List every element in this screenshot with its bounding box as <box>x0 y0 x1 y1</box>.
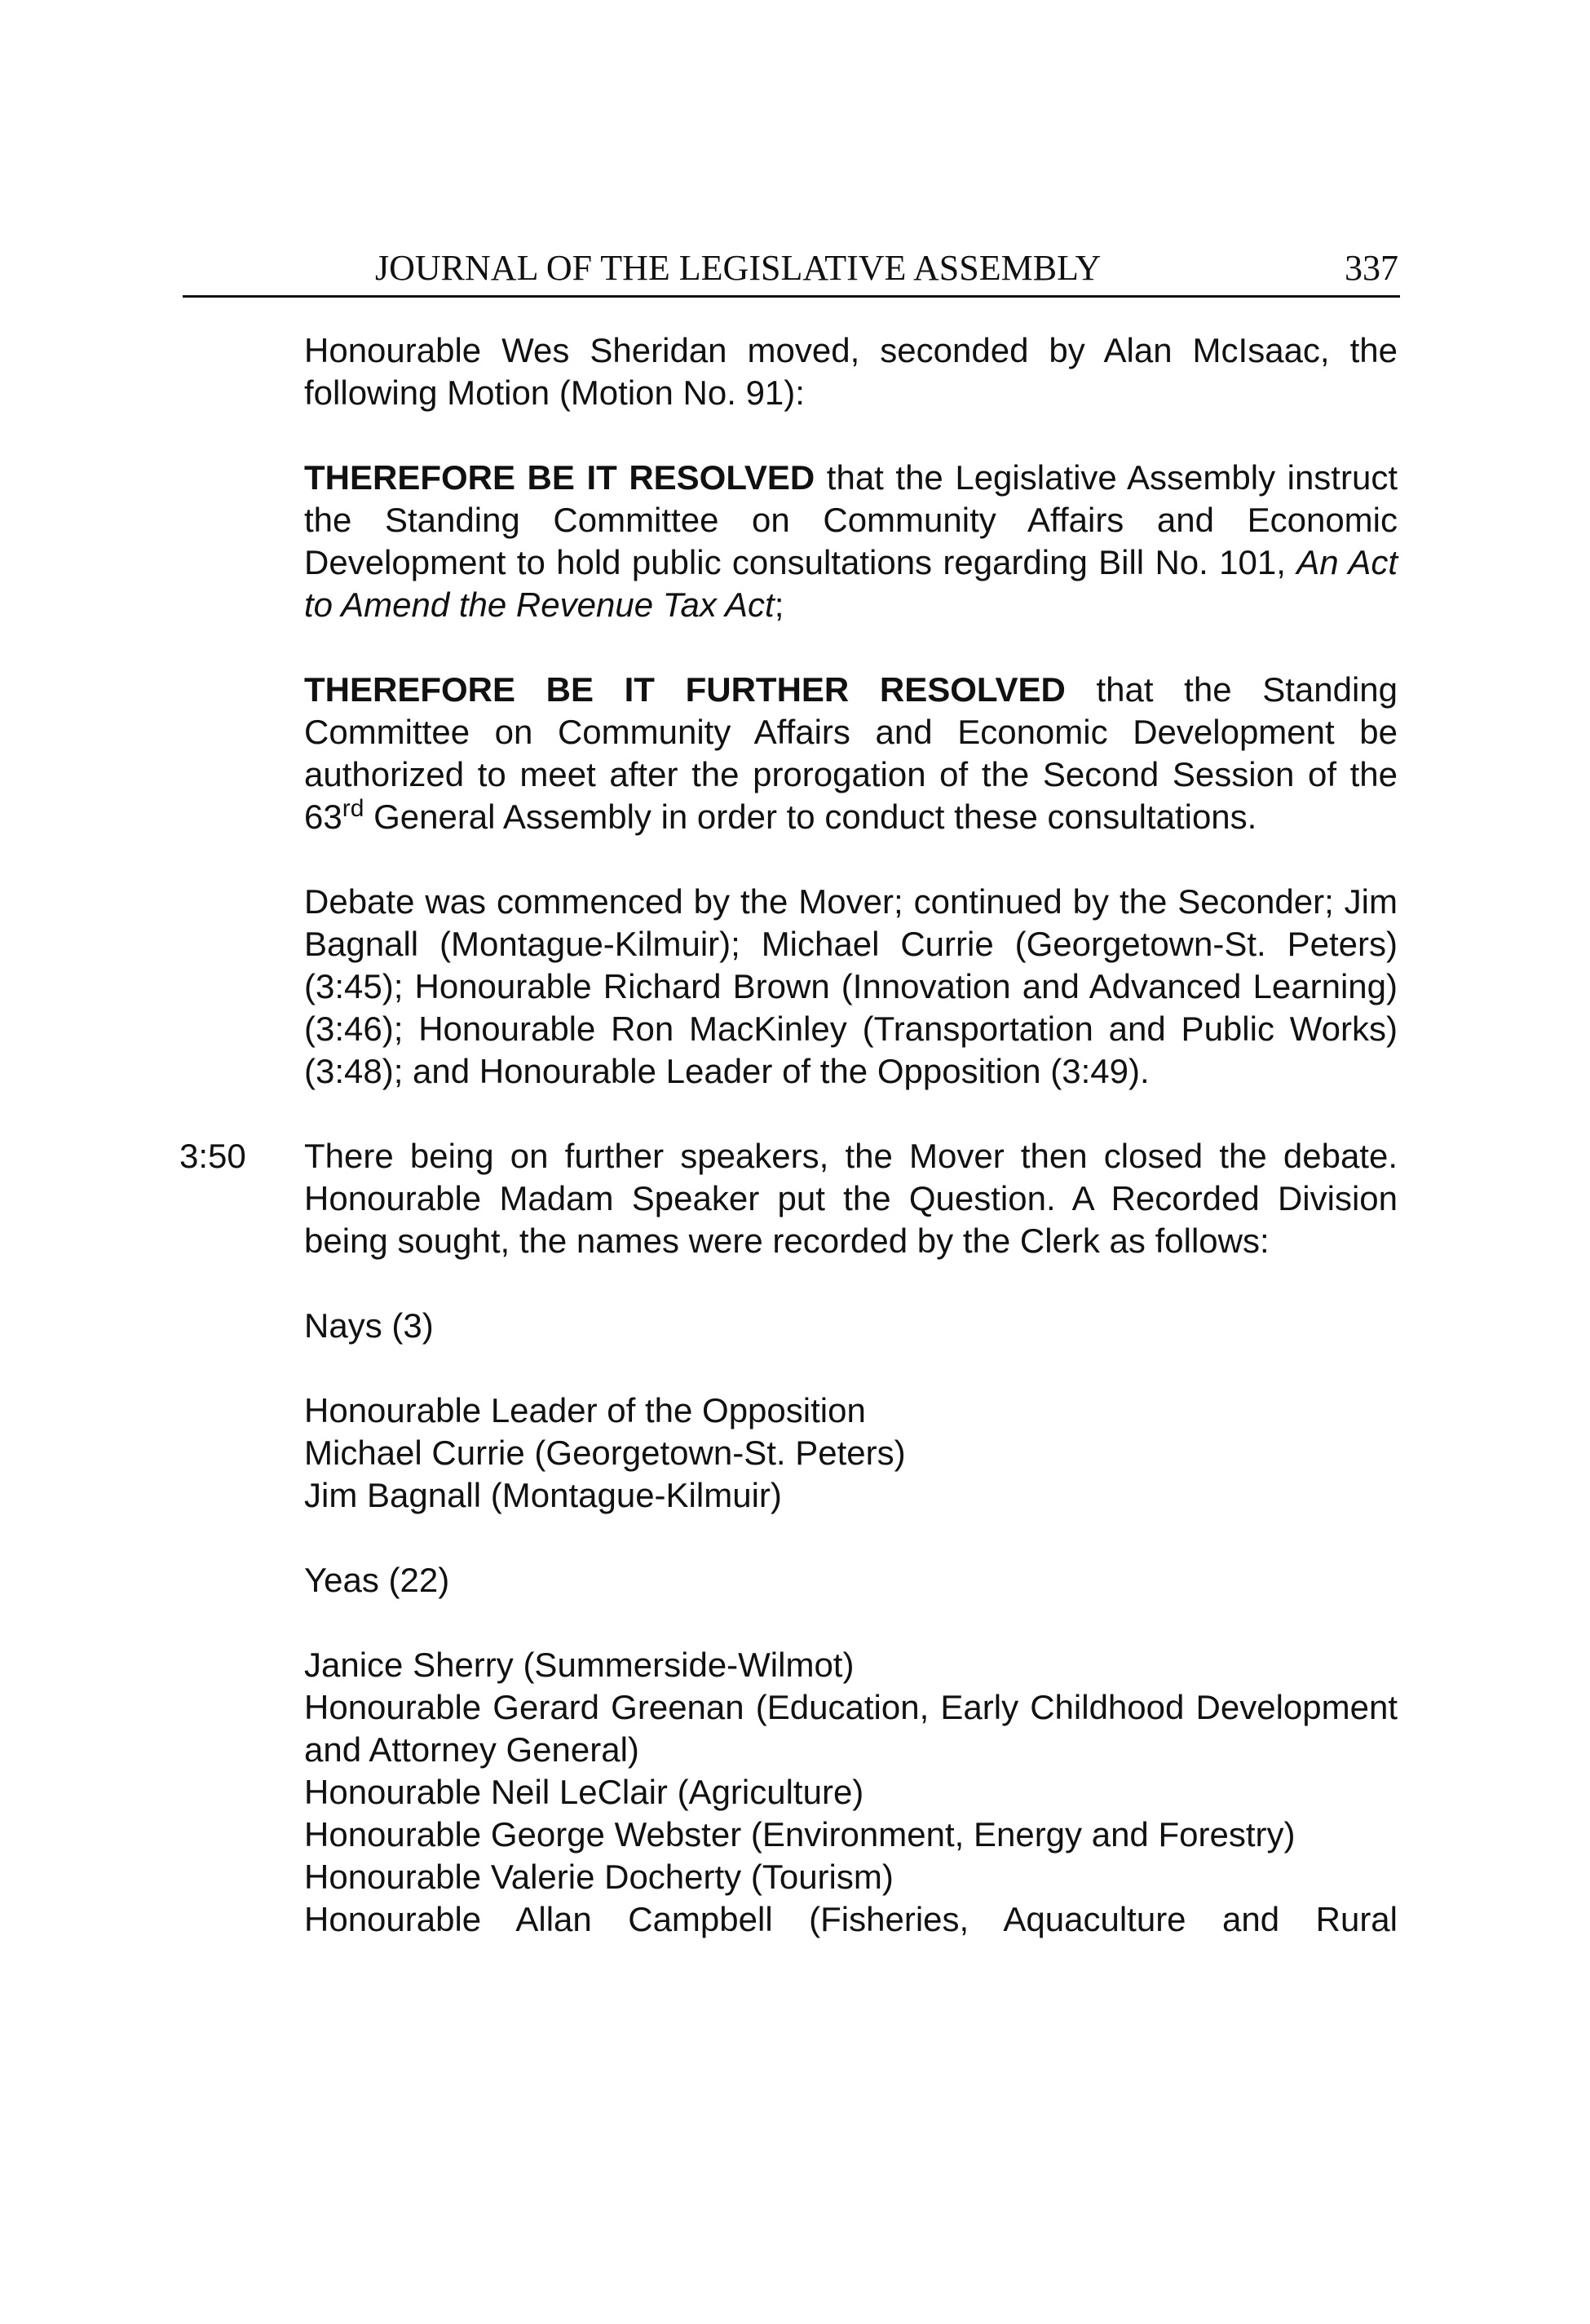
list-item: Janice Sherry (Summerside-Wilmot) <box>304 1646 855 1684</box>
resolved-lead-1: THEREFORE BE IT RESOLVED <box>304 458 815 497</box>
journal-title: JOURNAL OF THE LEGISLATIVE ASSEMBLY <box>375 248 1102 288</box>
resolved-text-1: that the Legislative Assembly instruct the Standing Committee on Community Affairs and Economic Development to hold public consultations regarding Bill No. 101, <box>304 458 1398 581</box>
resolved-end-2: General Assembly in order to conduct these consultations. <box>364 797 1257 836</box>
ordinal-suffix: rd <box>342 795 364 822</box>
resolved-text-2: that the Standing Committee on Community Affairs and Economic Development be authorized to meet after the prorogation of the Second Session of the 63 <box>304 670 1398 836</box>
nays-list <box>304 1390 1398 1517</box>
resolved-end-1: ; <box>774 585 784 624</box>
list-item: Honourable George Webster (Environment, Energy and Forestry) <box>304 1815 1296 1853</box>
division-text: There being on further speakers, the Mover then closed the debate. Honourable Madam Speaker put the Question. A Recorded Division being sought, the names were recorded by the Clerk as follows: <box>304 1137 1398 1260</box>
running-header <box>183 245 1400 298</box>
division-record <box>179 1135 1398 1262</box>
debate-record: Debate was commenced by the Mover; continued by the Seconder; Jim Bagnall (Montague-Kilmuir); Michael Currie (Georgetown-St. Peters) (3:45); Honourable Richard Brown (Innovation and Advanced Learning) (3:46); Honourable Ron MacKinley (Transportation and Public Works) (3:48); and Honourable Leader of the Opposition (3:49). <box>304 882 1398 1090</box>
list-item: Honourable Valerie Docherty (Tourism) <box>304 1858 894 1896</box>
journal-body <box>179 329 1398 1941</box>
list-item: Honourable Neil LeClair (Agriculture) <box>304 1773 864 1811</box>
list-item: Honourable Allan Campbell (Fisheries, Aquaculture and Rural <box>304 1900 1398 1938</box>
yeas-heading: Yeas (22) <box>304 1561 450 1599</box>
division-time: 3:50 <box>179 1137 246 1175</box>
list-item: Jim Bagnall (Montague-Kilmuir) <box>304 1476 782 1514</box>
nays-heading: Nays (3) <box>304 1306 434 1345</box>
list-item: Honourable Leader of the Opposition <box>304 1391 866 1429</box>
resolved-clause-1 <box>304 457 1398 626</box>
resolved-lead-2: THEREFORE BE IT FURTHER RESOLVED <box>304 670 1066 709</box>
resolved-clause-2 <box>304 669 1398 838</box>
page-number: 337 <box>1345 248 1398 288</box>
list-item: Michael Currie (Georgetown-St. Peters) <box>304 1434 906 1472</box>
yeas-list <box>304 1644 1398 1941</box>
motion-intro: Honourable Wes Sheridan moved, seconded by Alan McIsaac, the following Motion (Motion No. 91): <box>304 331 1398 412</box>
list-item: Honourable Gerard Greenan (Education, Early Childhood Development and Attorney General) <box>304 1688 1398 1769</box>
bill-title: An Act to Amend the Revenue Tax Act <box>304 543 1398 624</box>
